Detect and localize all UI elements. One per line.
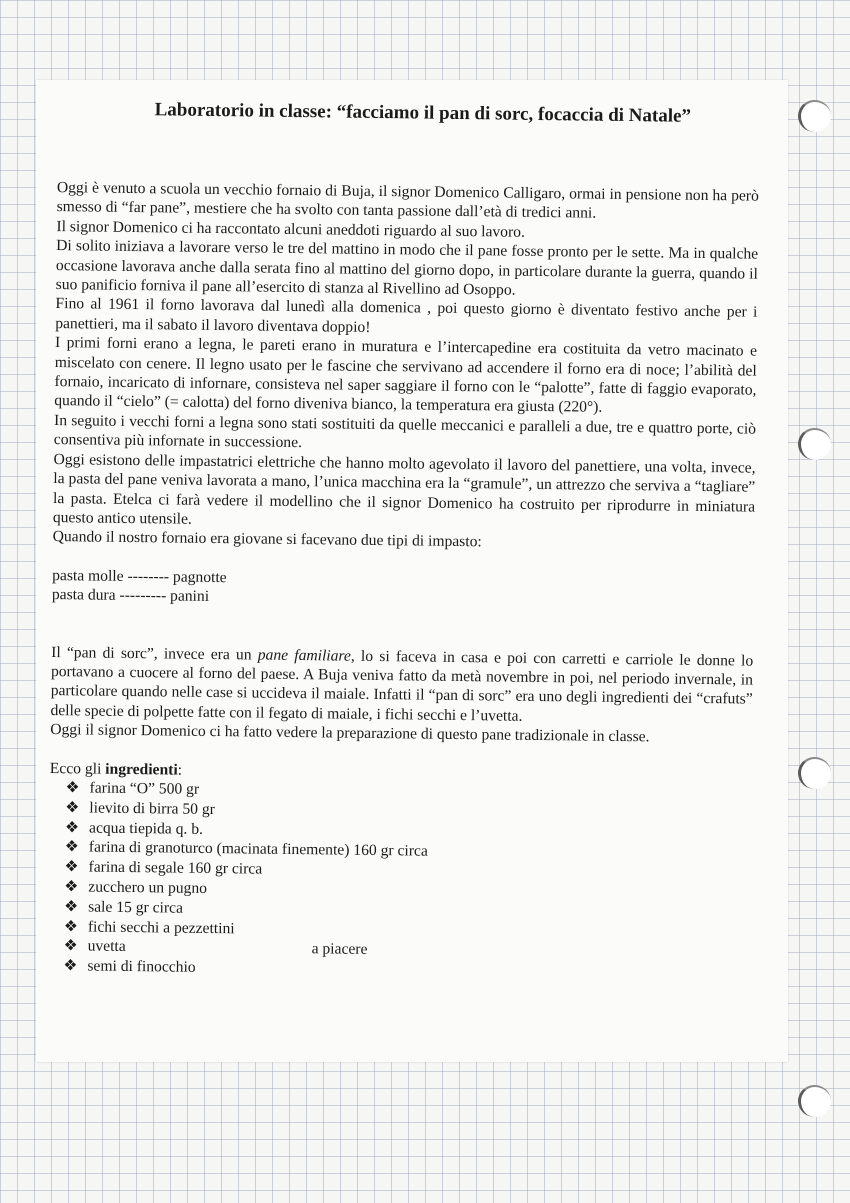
- text-span: , lo si faceva in casa e poi con carretti e carriole le donne lo portavano a cuocere al forno del paese. A Buja veniva fatto da metà novembre in poi, nel periodo invernale, in particolare quando nelle case si uccideva il maiale. Infatti il “pan di sorc” era uno degli ingredienti dei “crafuts” delle specie di polpette fatte con il fegato di maiale, i fichi secchi e l’uvetta.: [50, 647, 754, 725]
- list-item: ❖ zucchero un pugno: [64, 878, 208, 897]
- list-item: ❖ fichi secchi a pezzettini: [63, 917, 235, 937]
- text-span: Il “pan di sorc”, invece era un: [51, 643, 258, 664]
- paragraph: Il signor Domenico ci ha raccontato alcuni aneddoti riguardo al suo lavoro.: [56, 217, 526, 241]
- document-title: Laboratorio in classe: “facciamo il pan di sorc, focaccia di Natale”: [154, 99, 692, 127]
- list-item: ❖ sale 15 gr circa: [64, 897, 184, 917]
- a-piacere-note: a piacere: [311, 940, 368, 959]
- dough-type: pasta dura --------- panini: [51, 586, 210, 606]
- list-item: ❖ farina di granoturco (macinata finemente) 160 gr circa: [64, 838, 428, 861]
- list-item: ❖ farina “O” 500 gr: [65, 779, 200, 798]
- diamond-bullet-icon: ❖: [63, 917, 78, 935]
- ingredients-intro: Ecco gli ingredienti:: [49, 759, 183, 779]
- list-item: ❖ lievito di birra 50 gr: [65, 798, 216, 818]
- diamond-bullet-icon: ❖: [63, 957, 78, 975]
- list-item: ❖ farina di segale 160 gr circa: [64, 858, 263, 878]
- binder-hole-2: [798, 428, 831, 460]
- paragraph: Quando il nostro fornaio era giovane si facevano due tipi di impasto:: [52, 528, 482, 551]
- pan-di-sorc-paragraph: [50, 643, 753, 729]
- ingredients-heading: ingredienti: [105, 760, 178, 779]
- diamond-bullet-icon: ❖: [64, 897, 79, 916]
- diamond-bullet-icon: ❖: [64, 838, 79, 856]
- list-item: ❖ acqua tiepida q. b.: [64, 818, 204, 838]
- document-body: [50, 178, 759, 787]
- ingredients-list: [41, 778, 751, 985]
- diamond-bullet-icon: ❖: [63, 937, 78, 955]
- list-item: ❖ semi di finocchio: [63, 957, 196, 976]
- diamond-bullet-icon: ❖: [64, 878, 79, 896]
- diamond-bullet-icon: ❖: [65, 779, 80, 797]
- paragraph: Oggi esistono delle impastatrici elettriche che hanno molto agevolato il lavoro del panettiere, una volta, invece, la pasta del pane veniva lavorata a mano, l’unica macchina era la “gramule”, un attrezzo che serviva a “tagliare” la pasta. Etelca ci farà vedere il modellino che il signor Domenico ha costruito per riprodurre in miniatura questo antico utensile.: [52, 450, 756, 528]
- paragraph: In seguito i vecchi forni a legna sono stati sostituiti da quelle meccanici e paralleli a due, tre e quattro porte, ciò consentiva più infornate in successione.: [53, 411, 757, 452]
- binder-hole-3: [798, 757, 831, 789]
- paragraph: Oggi è venuto a scuola un vecchio fornaio di Buja, il signor Domenico Calligaro, ormai in pensione non ha però smesso di “far pane”, mestiere che ha svolto con tanta passione dall’età di tredici anni.: [56, 179, 759, 223]
- emphasis-pane-familiare: pane familiare: [257, 646, 351, 665]
- binder-hole-1: [798, 100, 831, 132]
- document-content: [41, 98, 760, 985]
- diamond-bullet-icon: ❖: [65, 798, 80, 817]
- binder-hole-4: [798, 1085, 831, 1117]
- paragraph: I primi forni erano a legna, le pareti erano in muratura e l’intercapedine era costituita da vetro macinato e miscelato con cenere. Il legno usato per le fascine che servivano ad accendere il forno era di noce; l’abilità del fornaio, incaricato di infornare, consisteva nel saper saggiare il forno con le “palotte”, fatte di faggio evaporato, quando il “cielo” (= calotta) del forno diveniva bianco, la temperatura era giusta (220°).: [54, 334, 758, 417]
- paragraph: Oggi il signor Domenico ci ha fatto vedere la preparazione di questo pane tradizionale in classe.: [50, 721, 650, 746]
- paragraph: Di solito iniziava a lavorare verso le tre del mattino in modo che il pane fosse pronto per le sette. Ma in qualche occasione lavorava anche dalla serata fino al mattino del giorno dopo, in particolare durante la guerra, quando il suo panificio forniva il pane all’esercito di stanza al Rivellino ad Osoppo.: [55, 237, 759, 299]
- paragraph: Fino al 1961 il forno lavorava dal lunedì alla domenica , poi questo giorno è diventato festivo anche per i panettieri, ma il sabato il lavoro diventava doppio!: [55, 295, 758, 336]
- list-item: ❖ uvetta a piacere: [63, 937, 368, 959]
- diamond-bullet-icon: ❖: [64, 818, 80, 836]
- diamond-bullet-icon: ❖: [64, 858, 79, 876]
- dough-type: pasta molle -------- pagnotte: [52, 566, 227, 586]
